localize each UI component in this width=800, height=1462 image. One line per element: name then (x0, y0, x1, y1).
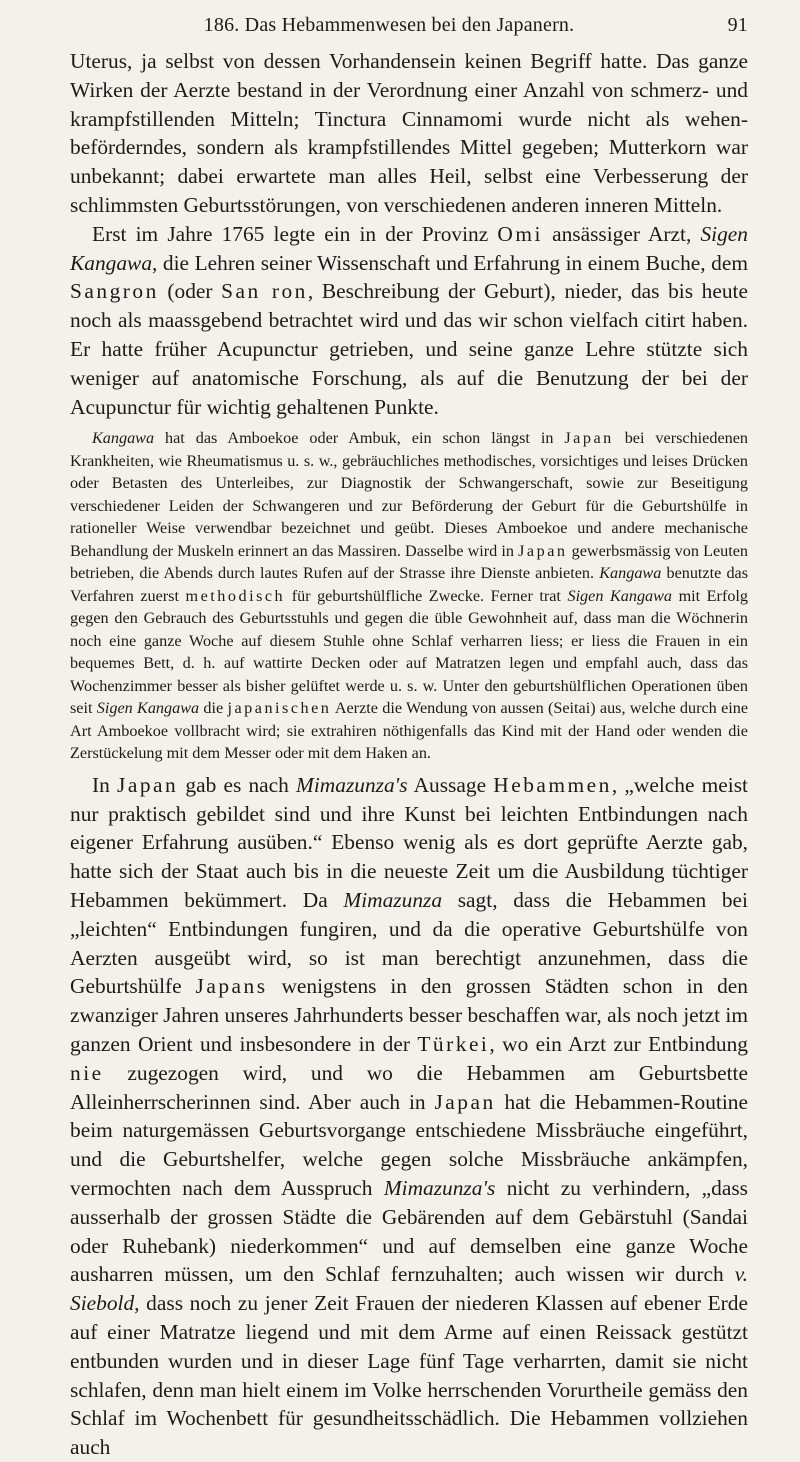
running-header (70, 14, 748, 37)
italic-name: Kangawa (92, 429, 155, 448)
page-number: 91 (727, 14, 748, 36)
italic-name: Mimazunza's (383, 1176, 496, 1201)
spaced-name: Sangron (70, 279, 159, 304)
paragraph-1 (70, 47, 748, 220)
text-run: gewerbsmässig von Leuten betrieben, die Abends durch lautes Rufen auf der Strasse ihre Dienste anbieten. (70, 541, 749, 583)
text-run: , wo ein Arzt zur Entbindung (489, 1032, 748, 1057)
spaced-word: japanischen (227, 699, 332, 718)
italic-name: v. Siebold (70, 1262, 748, 1316)
spaced-name: Japan (117, 772, 179, 797)
paragraph-1-text: Uterus, ja selbst von dessen Vorhandensein keinen Begriff hatte. Das ganze Wirken der Aerzte bestand in der Verordnung einer Anzahl von schmerz- und krampfstillenden Mitteln; Tinctura Cinnamomi wurde nicht als wehen- beförderndes, sondern als krampfstillendes Mittel gegeben; Mutterkorn war unbekannt; dabei erwartete man alles Heil, selbst eine Verbesserung der schlimmsten Geburtsstörungen, von verschiedenen anderen inneren Mitteln. (70, 49, 748, 217)
text-run: , die Lehren seiner Wissenschaft und Erfahrung in einem Buche, dem (152, 250, 748, 275)
text-run: sagt, dass die Hebammen bei „leichten“ Entbindungen fungiren, und da die operative Geburtshülfe von Aerzten ausgeübt wird, so ist man berechtigt anzunehmen, dass die Geburtshülfe (70, 888, 748, 999)
spaced-word: nie (70, 1060, 104, 1085)
spaced-name: Japan (434, 1089, 496, 1114)
text-run: hat die Hebammen-Routine beim naturgemässen Geburtsvorgange entschiedene Missbräuche eingeführt, und die Geburtshelfer, welche gegen solche Missbräuche ankämpfen, vermochten nach dem Ausspruch (70, 1089, 748, 1201)
paragraph-3 (70, 771, 748, 1462)
text-run: mit Erfolg gegen den Gebrauch des Geburtsstuhls und gegen die üble Gewohnheit auf, dass man die Wöchnerin noch eine ganze Woche auf diesem Stuhle ohne Schlaf verharren liess; er liess die Frauen in ein bequemes Bett, d. h. auf wattirte Decken oder auf Matratzen legen und empfahl auch, dass das Wochenzimmer besser als bisher gelüftet werde u. s. w. Unter den geburtshülflichen Operationen üben seit (70, 586, 749, 718)
text-run: die (203, 699, 224, 718)
spaced-word: Hebammen (493, 772, 612, 797)
text-run: ansässiger Arzt, (552, 221, 692, 246)
italic-name: Sigen Kangawa (70, 221, 748, 275)
book-page (70, 14, 748, 1462)
italic-name: Mimazunza's (296, 772, 408, 797)
spaced-name: Japans (195, 974, 268, 999)
running-title: 186. Das Hebammenwesen bei den Japanern. (203, 14, 575, 36)
footnote-paragraph (70, 427, 748, 765)
text-run: (oder (167, 279, 213, 304)
italic-name: Sigen Kangawa (96, 699, 200, 718)
text-run: , dass noch zu jener Zeit Frauen der niederen Klassen auf ebener Erde auf einer Matratze liegend und mit dem Arme auf einen Reissack gestützt entbunden wurden und in dieser Lage fünf Tage verharrten, damit sie nicht schlafen, denn man hielt einem im Volke herrschenden Vorurtheile gemäss den Schlaf im Wochenbett für gesundheitsschädlich. Die Hebammen vollziehen auch (70, 1291, 748, 1460)
text-run: In (92, 772, 110, 797)
spaced-name: Omi (497, 221, 543, 246)
spaced-name: Türkei (417, 1032, 490, 1057)
italic-name: Sigen Kangawa (567, 586, 673, 605)
italic-name: Mimazunza (343, 888, 443, 913)
spaced-name: San ron (221, 279, 308, 304)
spaced-name: Japan (518, 541, 568, 560)
text-run: Aussage (413, 772, 487, 797)
spaced-name: Japan (564, 429, 614, 448)
text-run: bei verschiedenen Krankheiten, wie Rheumatismus u. s. w., gebräuchliches methodisches, vorsichtiges und leises Drücken oder Betasten des Unterleibes, zur Diagnostik der Schwangerschaft, sowie zur Beseitigung verschiedener Leiden der Schwangeren und zur Beförderung der Geburt für die Geburtshülfe in rationeller Weise verwendbar bezeichnet und geübt. Dieses Amboekoe und andere mechanische Behandlung der Muskeln erinnert an das Massiren. Dasselbe wird in (70, 429, 748, 560)
italic-name: Kangawa (599, 564, 662, 583)
text-run: Aerzte die Wendung von aussen (Seitai) aus, welche durch eine Art Amboekoe vollbracht wird; sie extrahiren nöthigenfalls das Kind mit der Hand oder wenden die Zerstückelung mit dem Messer oder mit dem Haken an. (70, 699, 749, 763)
text-run: gab es nach (185, 772, 289, 797)
text-run: wenigstens in den grossen Städten schon in den zwanziger Jahren unseres Jahrhunderts besser beschaffen war, als noch jetzt im ganzen Orient und insbesondere in der (70, 974, 748, 1057)
paragraph-2 (70, 220, 748, 422)
text-run: benutzte das Verfahren zuerst (70, 564, 749, 605)
spaced-word: methodisch (185, 586, 286, 605)
text-run: für geburtshülfliche Zwecke. Ferner trat (291, 586, 561, 605)
text-run: Erst im Jahre 1765 legte ein in der Provinz (92, 221, 489, 246)
text-run: nicht zu verhindern, „dass ausserhalb der grossen Städte die Gebärenden auf dem Gebärstuhl (Sandai oder Ruhebank) niederkommen“ und auf demselben eine ganze Woche ausharren müssen, um den Schlaf fernzuhalten; auch wissen wir durch (70, 1176, 748, 1287)
text-run: , „welche meist nur praktisch gebildet sind und ihre Kunst bei leichten Entbindungen nach eigener Erfahrung ausüben.“ Ebenso wenig als es dort geprüfte Aerzte gab, hatte sich der Staat auch bis in die neueste Zeit um die Ausbildung tüchtiger Hebammen bekümmert. Da (70, 772, 748, 913)
text-run: zugezogen wird, und wo die Hebammen am Geburtsbette Alleinherrscherinnen sind. Aber auch in (70, 1060, 748, 1114)
text-run: , Beschreibung der Geburt), nieder, das bis heute noch als maassgebend betrachtet wird und das wir schon vielfach citirt haben. Er hatte früher Acupunctur getrieben, und seine ganze Lehre stützte sich weniger auf anatomische Forschung, als auf die Benutzung der bei der Acupunctur für wichtig gehaltenen Punkte. (70, 279, 748, 419)
text-run: hat das Amboekoe oder Ambuk, ein schon längst in (165, 429, 554, 448)
